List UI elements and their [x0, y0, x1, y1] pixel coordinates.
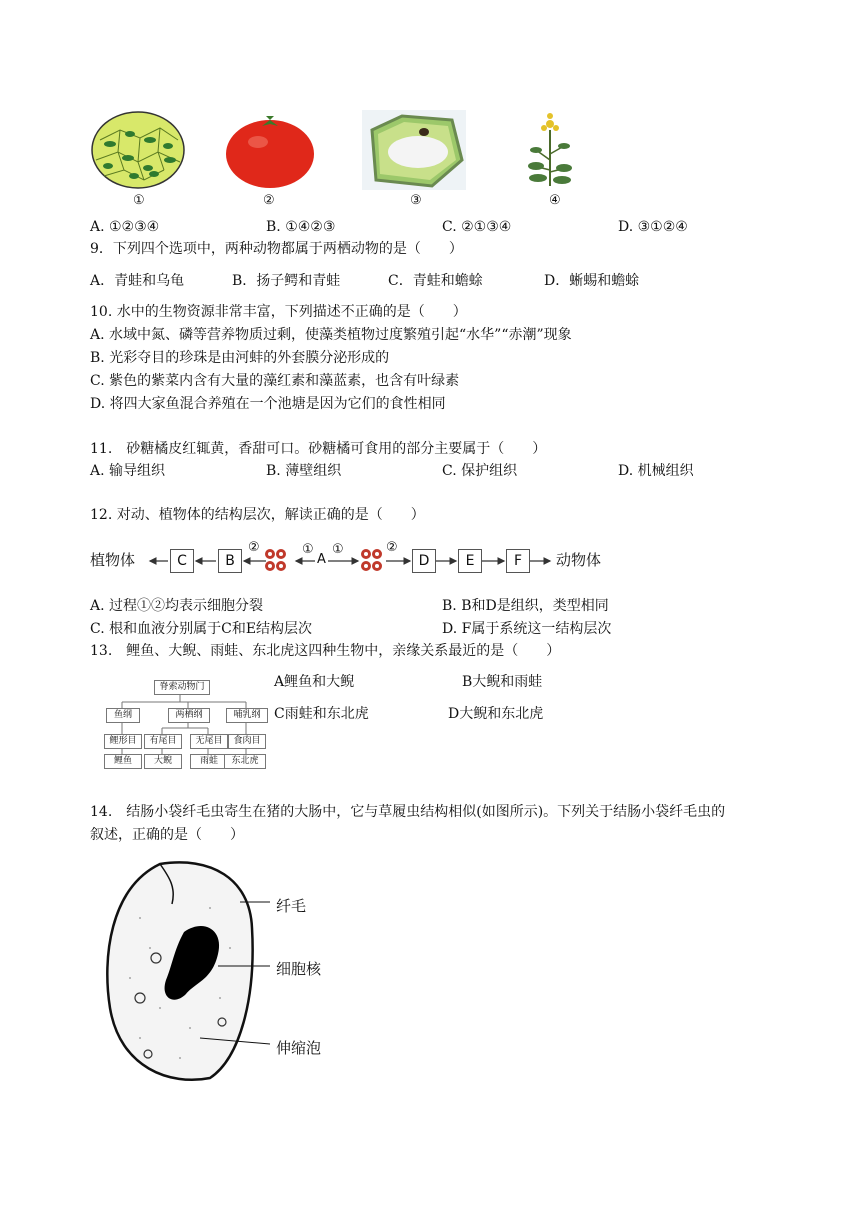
- q8-image-tomato: [222, 110, 318, 190]
- q9-option-c[interactable]: C．青蛙和蟾蜍: [388, 273, 483, 289]
- q9-option-d[interactable]: D．蜥蜴和蟾蜍: [544, 273, 640, 289]
- tree-species-1: 鲤鱼: [104, 754, 142, 769]
- q8-image-leaf-cells: [90, 110, 186, 190]
- q10-stem: 10. 水中的生物资源非常丰富，下列描述不正确的是（ ）: [90, 304, 467, 320]
- q12-option-c[interactable]: C. 根和血液分别属于C和E结构层次: [90, 621, 313, 637]
- q12-option-b[interactable]: B. B和D是组织，类型相同: [442, 598, 609, 614]
- q14-stem-line1: 14. 结肠小袋纤毛虫寄生在猪的大肠中，它与草履虫结构相似(如图所示)。下列关于结肠小袋纤毛虫的: [90, 804, 726, 820]
- q8-option-a[interactable]: A. ①②③④: [90, 219, 160, 235]
- mark-1-right: ①: [332, 542, 344, 557]
- animal-body-label: 动物体: [556, 551, 602, 569]
- q10-option-d[interactable]: D. 将四大家鱼混合养殖在一个池塘是因为它们的食性相同: [90, 396, 446, 412]
- tree-species-4: 东北虎: [224, 754, 266, 769]
- q10-option-c[interactable]: C. 紫色的紫菜内含有大量的藻红素和藻蓝素，也含有叶绿素: [90, 373, 460, 389]
- box-f: F: [506, 549, 530, 573]
- q12-stem: 12. 对动、植物体的结构层次，解读正确的是（ ）: [90, 507, 425, 523]
- q11-option-a[interactable]: A. 输导组织: [90, 463, 166, 479]
- q8-image-plant: [522, 110, 578, 188]
- mark-2-left: ②: [248, 540, 260, 555]
- tree-species-3: 雨蛙: [190, 754, 228, 769]
- q13-option-b[interactable]: B大鲵和雨蛙: [462, 674, 543, 690]
- tree-class-amphibian: 两栖纲: [168, 708, 210, 723]
- tree-order-3: 无尾目: [190, 734, 228, 749]
- q13-option-c[interactable]: C雨蛙和东北虎: [274, 706, 369, 722]
- q13-option-a[interactable]: A鲤鱼和大鲵: [274, 674, 355, 690]
- q14-stem-line2: 叙述，正确的是（ ）: [90, 827, 244, 843]
- label-nucleus: 细胞核: [276, 960, 322, 978]
- q13-classification-tree: [100, 680, 266, 776]
- q11-option-c[interactable]: C. 保护组织: [442, 463, 518, 479]
- q10-option-a[interactable]: A. 水域中氮、磷等营养物质过剩，使藻类植物过度繁殖引起“水华”“赤潮”现象: [90, 327, 572, 343]
- box-b: B: [218, 549, 242, 573]
- q12-option-d[interactable]: D. F属于系统这一结构层次: [442, 621, 612, 637]
- q10-option-b[interactable]: B. 光彩夺目的珍珠是由河蚌的外套膜分泌形成的: [90, 350, 390, 366]
- q8-image-plant-cell: [362, 110, 466, 190]
- q8-caption-4: ④: [549, 193, 561, 208]
- q12-diagram: [90, 540, 620, 580]
- q8-caption-2: ②: [263, 193, 275, 208]
- label-contractile-vacuole: 伸缩泡: [276, 1039, 322, 1057]
- q8-option-b[interactable]: B. ①④②③: [266, 219, 336, 235]
- mark-1-left: ①: [302, 542, 314, 557]
- mark-2-right: ②: [386, 540, 398, 555]
- box-d: D: [412, 549, 436, 573]
- q8-caption-1: ①: [133, 193, 145, 208]
- q9-option-a[interactable]: A．青蛙和乌龟: [90, 273, 185, 289]
- q11-option-b[interactable]: B. 薄壁组织: [266, 463, 342, 479]
- q8-caption-3: ③: [410, 193, 422, 208]
- q8-option-d[interactable]: D. ③①②④: [618, 219, 688, 235]
- q11-option-d[interactable]: D. 机械组织: [618, 463, 694, 479]
- tree-species-2: 大鲵: [144, 754, 182, 769]
- q11-stem: 11. 砂糖橘皮红辄黄，香甜可口。砂糖橘可食用的部分主要属于（ ）: [90, 441, 547, 457]
- q12-option-a[interactable]: A. 过程①②均表示细胞分裂: [90, 598, 264, 614]
- tree-root: 脊索动物门: [154, 680, 210, 695]
- q8-option-c[interactable]: C. ②①③④: [442, 219, 512, 235]
- center-a: A: [317, 552, 326, 567]
- plant-body-label: 植物体: [90, 551, 136, 569]
- box-e: E: [458, 549, 482, 573]
- tree-class-mammal: 哺乳纲: [226, 708, 268, 723]
- tree-order-1: 鲤形目: [104, 734, 142, 749]
- q9-stem: 9．下列四个选项中，两种动物都属于两栖动物的是（ ）: [90, 241, 463, 257]
- q13-stem: 13. 鲤鱼、大鲵、雨蛙、东北虎这四种生物中，亲缘关系最近的是（ ）: [90, 643, 561, 659]
- q9-option-b[interactable]: B．扬子鳄和青蛙: [232, 273, 341, 289]
- tree-order-4: 食肉目: [228, 734, 266, 749]
- label-cilia: 纤毛: [276, 897, 307, 915]
- tree-order-2: 有尾目: [144, 734, 182, 749]
- box-c: C: [170, 549, 194, 573]
- tree-class-fish: 鱼纲: [106, 708, 140, 723]
- q13-option-d[interactable]: D大鲵和东北虎: [448, 706, 544, 722]
